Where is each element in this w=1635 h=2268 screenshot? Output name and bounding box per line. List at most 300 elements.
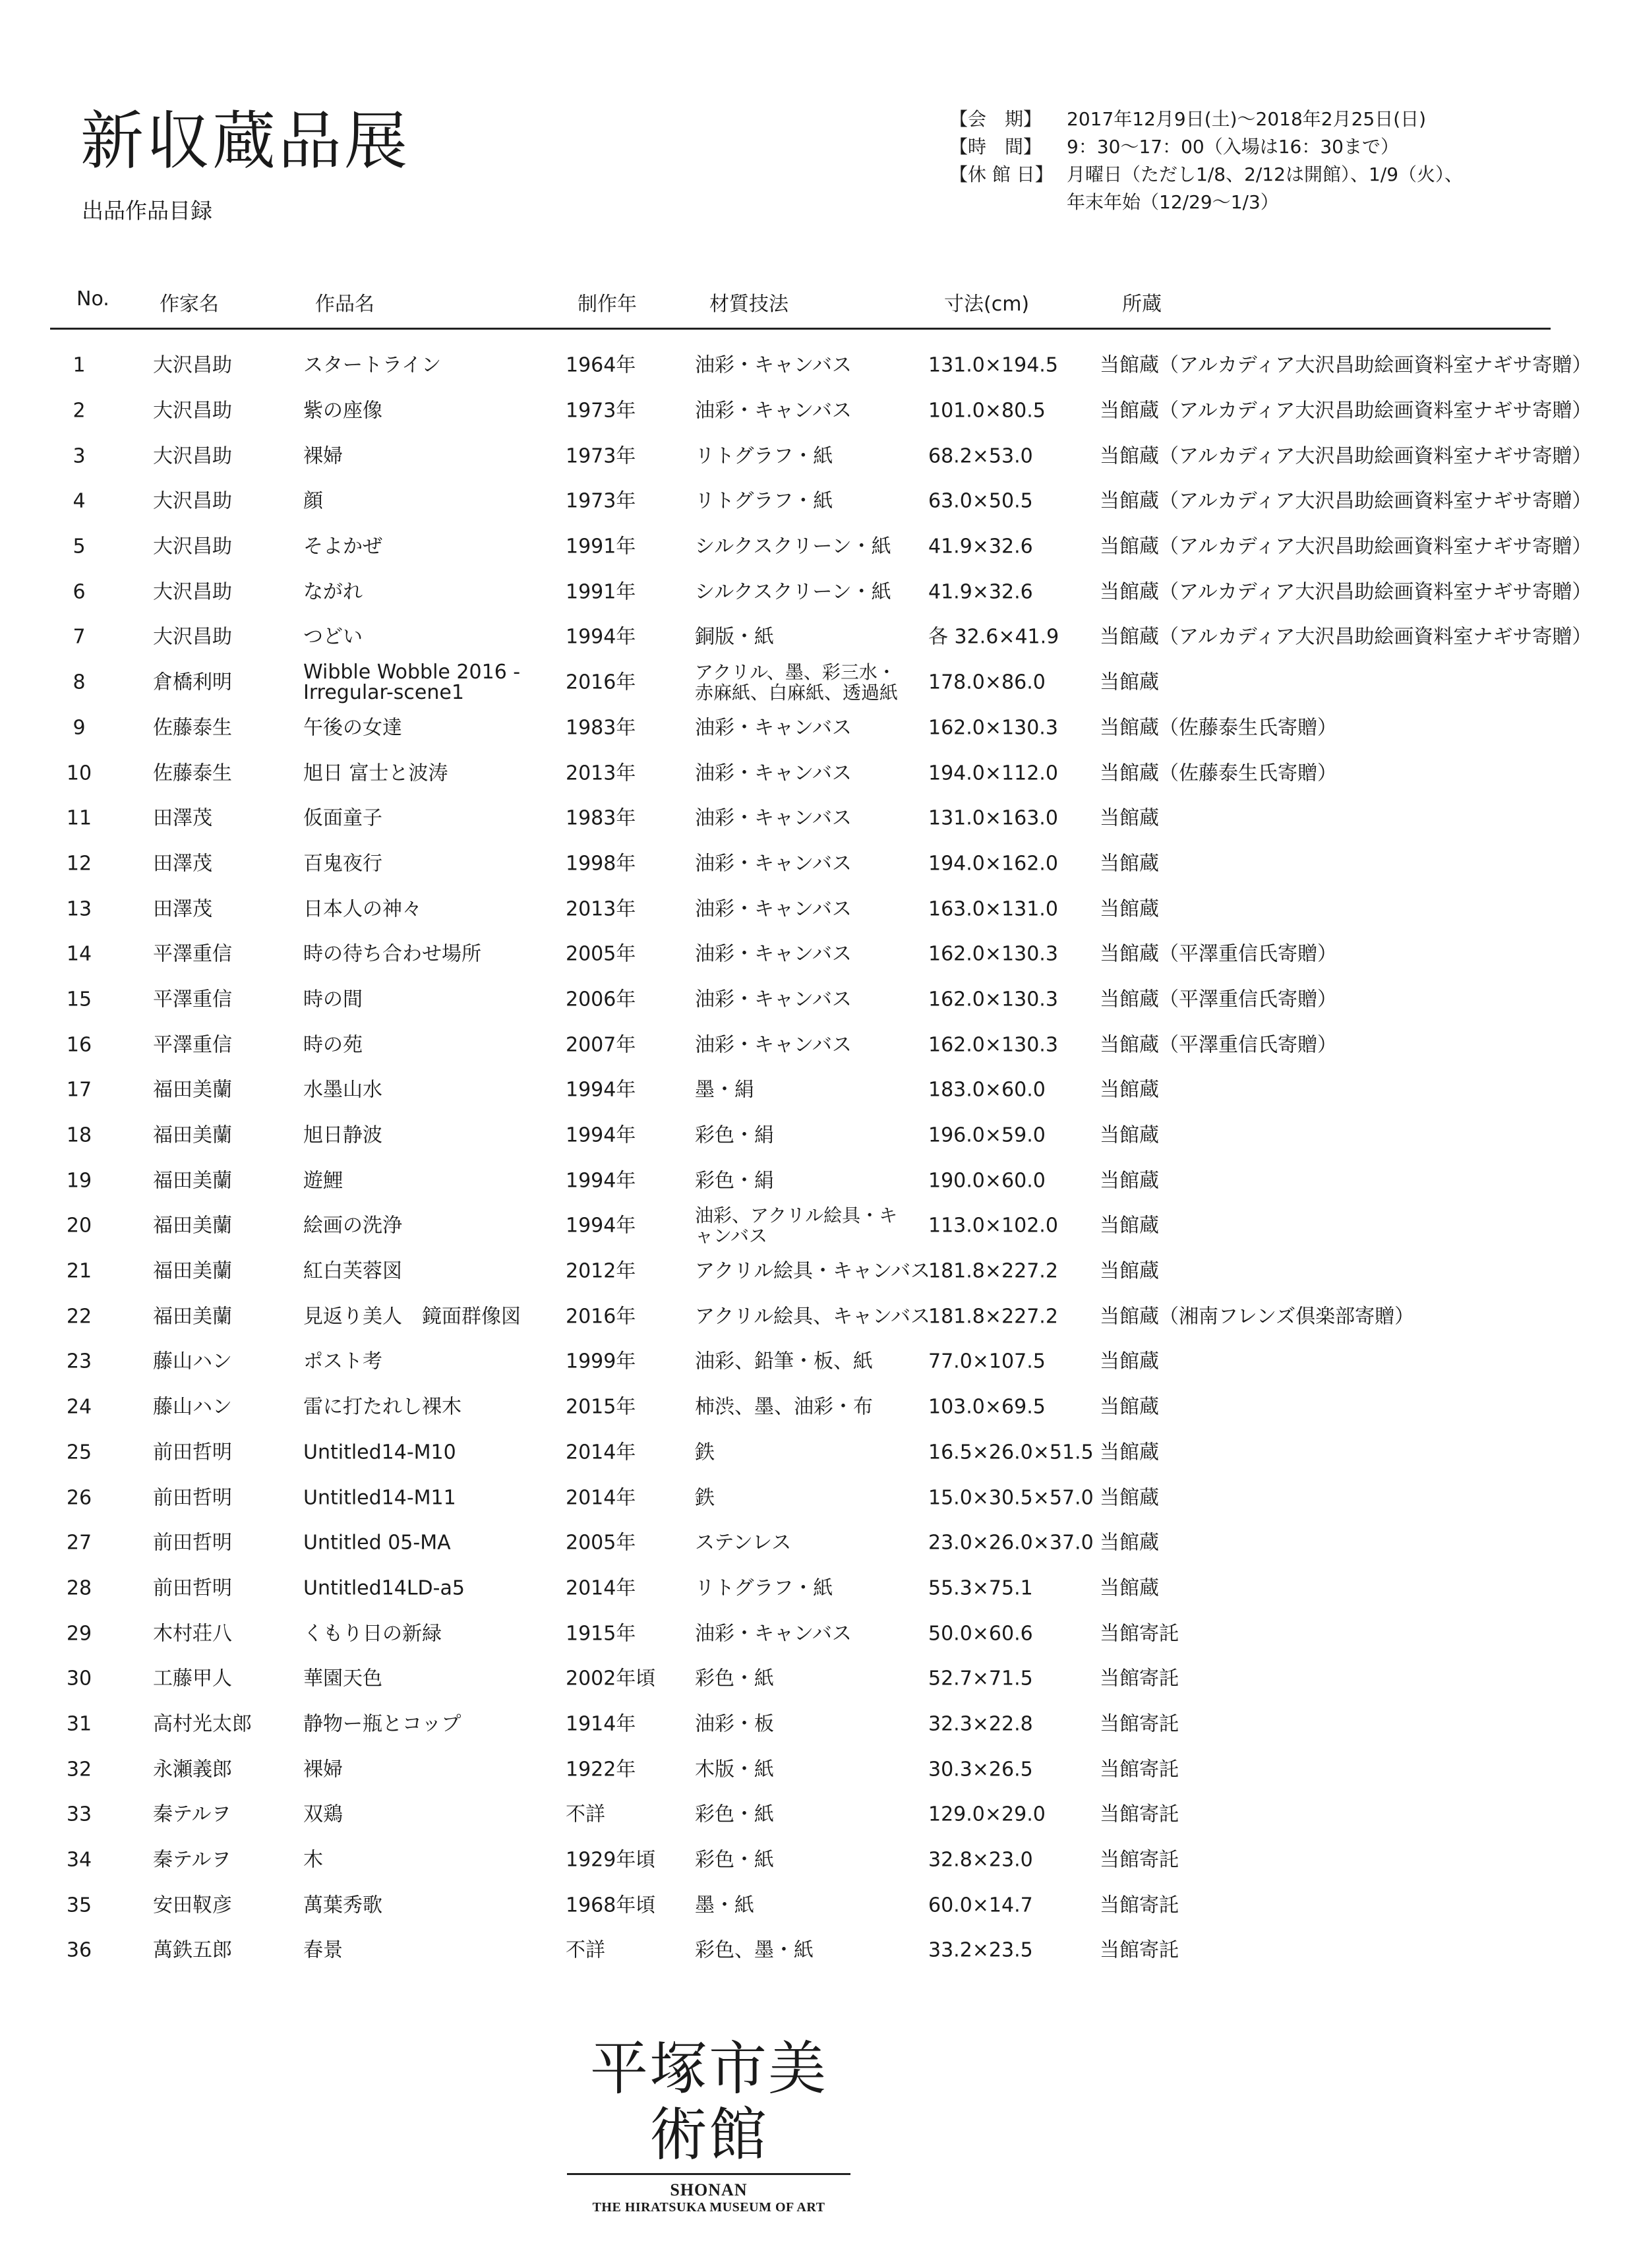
cell-no: 15 [66,988,92,1011]
cell-artist: 福田美蘭 [153,1169,232,1193]
cell-year: 1983年 [566,716,636,740]
col-no: No. [76,287,109,311]
cell-no: 4 [73,489,86,513]
cell-artist: 大沢昌助 [153,535,232,558]
cell-work: Untitled14LD-a5 [303,1576,465,1600]
cell-size: 50.0×60.6 [928,1622,1033,1646]
cell-artist: 平澤重信 [153,1033,232,1057]
cell-work: 華園天色 [303,1667,382,1690]
cell-no: 27 [66,1531,92,1555]
cell-artist: 前田哲明 [153,1486,232,1510]
info-value: 月曜日（ただし1/8、2/12は開館）、1/9（火）、 [1067,164,1464,185]
cell-year: 2012年 [566,1259,636,1283]
cell-owner: 当館蔵 [1100,671,1159,694]
table-row [0,796,1635,841]
cell-work: 木 [303,1848,323,1872]
cell-owner: 当館蔵 [1100,1078,1159,1102]
cell-work: 紅白芙蓉図 [303,1259,402,1283]
cell-no: 17 [66,1078,92,1102]
cell-no: 18 [66,1123,92,1147]
table-row [0,1430,1635,1476]
table-row [0,1067,1635,1113]
cell-owner: 当館寄託 [1100,1758,1179,1781]
cell-material: アクリル絵具・キャンバス [695,1259,930,1283]
cell-size: 77.0×107.5 [928,1350,1046,1373]
info-label: 【時 間】 [949,136,1042,158]
cell-artist: 平澤重信 [153,988,232,1011]
cell-no: 33 [66,1803,92,1826]
cell-owner: 当館蔵 [1100,1350,1159,1373]
cell-size: 16.5×26.0×51.5 [928,1441,1094,1464]
cell-material: 彩色・紙 [695,1667,774,1690]
cell-year: 不詳 [566,1803,605,1826]
cell-size: 60.0×14.7 [928,1894,1033,1917]
cell-no: 30 [66,1667,92,1690]
cell-material: 彩色・絹 [695,1123,774,1147]
cell-owner: 当館蔵 [1100,1576,1159,1600]
cell-year: 2002年頃 [566,1667,656,1690]
cell-size: 30.3×26.5 [928,1758,1033,1781]
cell-work: 午後の女達 [303,716,402,740]
table-row [0,1022,1635,1067]
cell-owner: 当館蔵（アルカディア大沢昌助絵画資料室ナギサ寄贈） [1100,535,1592,558]
table-row [0,1385,1635,1430]
cell-year: 2013年 [566,761,636,785]
cell-material: 鉄 [695,1486,715,1510]
cell-no: 2 [73,399,86,423]
table-row [0,1702,1635,1747]
cell-artist: 安田靫彦 [153,1894,232,1917]
table-row [0,660,1635,705]
cell-owner: 当館蔵 [1100,1169,1159,1193]
cell-size: 162.0×130.3 [928,716,1058,740]
cell-work: 春景 [303,1938,343,1962]
cell-material: 彩色・絹 [695,1169,774,1193]
cell-owner: 当館寄託 [1100,1938,1179,1962]
table-row [0,1746,1635,1792]
col-artist: 作家名 [160,293,219,316]
cell-work: Untitled 05-MA [303,1531,451,1555]
cell-size: 15.0×30.5×57.0 [928,1486,1094,1510]
cell-material: 油彩・キャンバス [695,897,852,921]
table-row [0,932,1635,977]
cell-no: 25 [66,1441,92,1464]
cell-size: 181.8×227.2 [928,1305,1058,1328]
cell-no: 13 [66,897,92,921]
cell-size: 162.0×130.3 [928,1033,1058,1057]
cell-artist: 永瀬義郎 [153,1758,232,1781]
cell-work: 絵画の洗浄 [303,1214,402,1238]
cell-year: 1973年 [566,399,636,423]
cell-material: 油彩・キャンバス [695,399,852,423]
cell-work: つどい [303,625,363,649]
cell-artist: 佐藤泰生 [153,716,232,740]
cell-material: 柿渋、墨、油彩・布 [695,1395,873,1419]
logo-divider [567,2173,850,2175]
col-work: 作品名 [315,293,374,316]
cell-size: 55.3×75.1 [928,1576,1033,1600]
cell-work: ポスト考 [303,1350,382,1373]
table-row [0,1294,1635,1339]
cell-no: 8 [73,671,86,694]
info-row [949,189,1463,216]
cell-owner: 当館蔵 [1100,1531,1159,1555]
cell-size: 113.0×102.0 [928,1214,1058,1238]
cell-year: 1999年 [566,1350,636,1373]
cell-year: 1998年 [566,852,636,876]
cell-size: 23.0×26.0×37.0 [928,1531,1094,1555]
cell-material: シルクスクリーン・紙 [695,535,891,558]
cell-year: 1994年 [566,625,636,649]
cell-artist: 平澤重信 [153,942,232,966]
cell-material: 油彩・キャンバス [695,1033,852,1057]
cell-size: 194.0×112.0 [928,761,1058,785]
page-title: 新収蔵品展 [80,104,410,178]
cell-work: 裸婦 [303,444,343,468]
cell-year: 1983年 [566,806,636,830]
cell-owner: 当館蔵（佐藤泰生氏寄贈） [1100,716,1337,740]
cell-year: 1991年 [566,535,636,558]
cell-work: くもり日の新緑 [303,1622,442,1646]
table-row [0,1158,1635,1203]
cell-work: 旭日静波 [303,1123,382,1147]
table-row [0,479,1635,524]
cell-year: 2005年 [566,942,636,966]
table-row [0,1475,1635,1520]
cell-work: 時の待ち合わせ場所 [303,942,481,966]
cell-work: ながれ [303,580,363,604]
table-row [0,1520,1635,1566]
cell-material: 油彩・キャンバス [695,716,852,740]
cell-work: 日本人の神々 [303,897,422,921]
cell-owner: 当館蔵（平澤重信氏寄贈） [1100,942,1337,966]
cell-size: 163.0×131.0 [928,897,1058,921]
col-owner: 所蔵 [1122,293,1162,316]
table-row [0,569,1635,614]
cell-owner: 当館蔵（平澤重信氏寄贈） [1100,1033,1337,1057]
cell-material: 墨・絹 [695,1078,754,1102]
cell-no: 36 [66,1938,92,1962]
cell-work: 雷に打たれし裸木 [303,1395,461,1419]
cell-material: 油彩・キャンバス [695,1622,852,1646]
cell-size: 178.0×86.0 [928,671,1046,694]
table-row [0,750,1635,796]
cell-artist: 福田美蘭 [153,1123,232,1147]
table-row [0,1203,1635,1249]
cell-owner: 当館蔵（アルカディア大沢昌助絵画資料室ナギサ寄贈） [1100,444,1592,468]
cell-material: シルクスクリーン・紙 [695,580,891,604]
cell-material: 油彩、鉛筆・板、紙 [695,1350,873,1373]
table-header [53,287,1549,327]
table-row [0,1113,1635,1158]
cell-artist: 大沢昌助 [153,625,232,649]
col-material: 材質技法 [709,293,788,316]
cell-material: リトグラフ・紙 [695,1576,833,1600]
cell-owner: 当館蔵（平澤重信氏寄贈） [1100,988,1337,1011]
cell-artist: 倉橋利明 [153,671,232,694]
cell-owner: 当館蔵 [1100,1259,1159,1283]
cell-material: 彩色・紙 [695,1848,774,1872]
table-row [0,705,1635,751]
cell-artist: 木村荘八 [153,1622,232,1646]
cell-year: 2006年 [566,988,636,1011]
cell-material: 油彩・板 [695,1712,774,1736]
cell-owner: 当館蔵（アルカディア大沢昌助絵画資料室ナギサ寄贈） [1100,625,1592,649]
cell-size: 52.7×71.5 [928,1667,1033,1690]
cell-owner: 当館蔵（湘南フレンズ倶楽部寄贈） [1100,1305,1415,1328]
cell-material: 油彩・キャンバス [695,806,852,830]
cell-material: 油彩、アクリル絵具・キャンバス [695,1205,898,1247]
cell-size: 194.0×162.0 [928,852,1058,876]
cell-year: 1968年頃 [566,1894,656,1917]
table-row [0,977,1635,1023]
cell-size: 32.3×22.8 [928,1712,1033,1736]
cell-year: 1994年 [566,1169,636,1193]
cell-artist: 田澤茂 [153,806,212,830]
logo-en-line2: THE HIRATSUKA MUSEUM OF ART [592,2200,825,2215]
table-row [0,1249,1635,1294]
cell-year: 1964年 [566,353,636,377]
table-row [0,614,1635,660]
table-row [0,1611,1635,1656]
info-value: 年末年始（12/29～1/3） [1067,191,1279,213]
cell-no: 7 [73,625,86,649]
cell-owner: 当館寄託 [1100,1894,1179,1917]
cell-owner: 当館蔵（アルカディア大沢昌助絵画資料室ナギサ寄贈） [1100,399,1592,423]
cell-artist: 福田美蘭 [153,1214,232,1238]
info-label: 【会 期】 [949,108,1042,130]
cell-size: 41.9×32.6 [928,535,1033,558]
cell-no: 10 [66,761,92,785]
cell-no: 34 [66,1848,92,1872]
cell-material: ステンレス [695,1531,792,1555]
cell-year: 1914年 [566,1712,636,1736]
cell-owner: 当館蔵 [1100,1486,1159,1510]
cell-material: 油彩・キャンバス [695,353,852,377]
cell-owner: 当館蔵（アルカディア大沢昌助絵画資料室ナギサ寄贈） [1100,489,1592,513]
col-size: 寸法(cm) [944,293,1030,316]
cell-work: 仮面童子 [303,806,382,830]
cell-artist: 高村光太郎 [153,1712,252,1736]
cell-artist: 大沢昌助 [153,580,232,604]
cell-work: 時の苑 [303,1033,363,1057]
table-row [0,1566,1635,1611]
cell-material: 油彩・キャンバス [695,852,852,876]
logo-main-text: 平塚市美術館 [589,2035,827,2168]
cell-work: 裸婦 [303,1758,343,1781]
cell-artist: 藤山ハン [153,1350,232,1373]
cell-material: アクリル絵具、キャンバス [695,1305,930,1328]
table-row [0,524,1635,570]
cell-owner: 当館蔵 [1100,806,1159,830]
info-value: 2017年12月9日(土)～2018年2月25日(日) [1067,108,1427,130]
cell-work: 双鶏 [303,1803,343,1826]
cell-no: 28 [66,1576,92,1600]
table-row [0,433,1635,479]
cell-no: 1 [73,353,86,377]
cell-work: 静物ー瓶とコップ [303,1712,461,1736]
cell-owner: 当館寄託 [1100,1803,1179,1826]
cell-work: 遊鯉 [303,1169,343,1193]
cell-no: 16 [66,1033,92,1057]
cell-artist: 大沢昌助 [153,444,232,468]
table-row [0,886,1635,932]
cell-no: 24 [66,1395,92,1419]
table-row [0,841,1635,887]
cell-artist: 田澤茂 [153,852,212,876]
table-row [0,1656,1635,1702]
cell-owner: 当館寄託 [1100,1622,1179,1646]
cell-size: 101.0×80.5 [928,399,1046,423]
header-divider [50,328,1551,330]
cell-year: 2016年 [566,671,636,694]
cell-artist: 田澤茂 [153,897,212,921]
cell-size: 63.0×50.5 [928,489,1033,513]
cell-material: 銅版・紙 [695,625,774,649]
cell-size: 32.8×23.0 [928,1848,1033,1872]
cell-work: 紫の座像 [303,399,382,423]
cell-no: 5 [73,535,86,558]
cell-work: スタートライン [303,353,442,377]
cell-artist: 秦テルヲ [153,1848,231,1872]
table-row [0,1792,1635,1837]
cell-artist: 福田美蘭 [153,1078,232,1102]
cell-no: 23 [66,1350,92,1373]
cell-artist: 萬鉄五郎 [153,1938,232,1962]
cell-owner: 当館寄託 [1100,1712,1179,1736]
cell-size: 162.0×130.3 [928,942,1058,966]
cell-material: リトグラフ・紙 [695,489,833,513]
cell-size: 33.2×23.5 [928,1938,1033,1962]
cell-year: 2013年 [566,897,636,921]
cell-no: 12 [66,852,92,876]
cell-material: アクリル、墨、彩三水・赤麻紙、白麻紙、透過紙 [695,661,899,704]
cell-no: 26 [66,1486,92,1510]
cell-size: 162.0×130.3 [928,988,1058,1011]
cell-size: 183.0×60.0 [928,1078,1046,1102]
cell-owner: 当館蔵（アルカディア大沢昌助絵画資料室ナギサ寄贈） [1100,580,1592,604]
cell-year: 1973年 [566,444,636,468]
col-year: 制作年 [578,293,637,316]
cell-owner: 当館蔵 [1100,1441,1159,1464]
cell-owner: 当館蔵 [1100,1123,1159,1147]
cell-year: 不詳 [566,1938,605,1962]
table-row [0,1339,1635,1385]
info-row [949,161,1463,189]
cell-no: 29 [66,1622,92,1646]
info-row [949,105,1463,133]
info-row [949,133,1463,161]
cell-year: 1922年 [566,1758,636,1781]
cell-material: 彩色、墨・紙 [695,1938,814,1962]
cell-no: 31 [66,1712,92,1736]
cell-year: 2005年 [566,1531,636,1555]
cell-material: 墨・紙 [695,1894,754,1917]
cell-material: 木版・紙 [695,1758,774,1781]
cell-year: 2014年 [566,1486,636,1510]
cell-artist: 藤山ハン [153,1395,232,1419]
cell-no: 3 [73,444,86,468]
cell-work: 時の間 [303,988,363,1011]
cell-work: Wibble Wobble 2016 -Irregular-scene1 [303,661,521,705]
cell-no: 22 [66,1305,92,1328]
cell-year: 1994年 [566,1123,636,1147]
cell-year: 1973年 [566,489,636,513]
cell-no: 6 [73,580,86,604]
cell-material: 油彩・キャンバス [695,942,852,966]
info-value: 9：30～17：00（入場は16：30まで） [1067,136,1399,158]
cell-owner: 当館蔵 [1100,852,1159,876]
cell-work: 水墨山水 [303,1078,382,1102]
cell-work: Untitled14-M10 [303,1441,456,1464]
cell-no: 35 [66,1894,92,1917]
cell-year: 1994年 [566,1078,636,1102]
cell-year: 2007年 [566,1033,636,1057]
cell-owner: 当館蔵（アルカディア大沢昌助絵画資料室ナギサ寄贈） [1100,353,1592,377]
cell-owner: 当館寄託 [1100,1848,1179,1872]
cell-year: 2016年 [566,1305,636,1328]
cell-size: 196.0×59.0 [928,1123,1046,1147]
cell-owner: 当館蔵 [1100,897,1159,921]
catalog-table [0,343,1635,1973]
cell-artist: 大沢昌助 [153,353,232,377]
cell-artist: 秦テルヲ [153,1803,231,1826]
cell-year: 2015年 [566,1395,636,1419]
cell-no: 32 [66,1758,92,1781]
cell-size: 各 32.6×41.9 [928,625,1059,649]
info-label: 【休 館 日】 [949,164,1054,185]
cell-material: リトグラフ・紙 [695,444,833,468]
cell-work: 百鬼夜行 [303,852,382,876]
cell-artist: 福田美蘭 [153,1305,232,1328]
info-label [949,189,1067,216]
cell-year: 1915年 [566,1622,636,1646]
cell-material: 油彩・キャンバス [695,761,852,785]
cell-no: 19 [66,1169,92,1193]
cell-no: 21 [66,1259,92,1283]
table-row [0,1882,1635,1928]
cell-size: 181.8×227.2 [928,1259,1058,1283]
table-row [0,388,1635,434]
table-row [0,1837,1635,1883]
museum-logo [567,2036,850,2215]
cell-artist: 前田哲明 [153,1531,232,1555]
cell-artist: 工藤甲人 [153,1667,232,1690]
cell-year: 1929年頃 [566,1848,656,1872]
cell-year: 1991年 [566,580,636,604]
cell-size: 190.0×60.0 [928,1169,1046,1193]
cell-owner: 当館寄託 [1100,1667,1179,1690]
table-row [0,343,1635,388]
cell-owner: 当館蔵 [1100,1395,1159,1419]
cell-artist: 大沢昌助 [153,399,232,423]
cell-owner: 当館蔵（佐藤泰生氏寄贈） [1100,761,1337,785]
cell-work: 旭日 富士と波涛 [303,761,448,785]
cell-no: 9 [73,716,86,740]
cell-artist: 福田美蘭 [153,1259,232,1283]
cell-year: 2014年 [566,1441,636,1464]
cell-material: 彩色・紙 [695,1803,774,1826]
cell-artist: 大沢昌助 [153,489,232,513]
cell-no: 20 [66,1214,92,1238]
cell-size: 131.0×194.5 [928,353,1058,377]
cell-material: 鉄 [695,1441,715,1464]
exhibition-info [949,105,1463,216]
cell-size: 41.9×32.6 [928,580,1033,604]
cell-year: 2014年 [566,1576,636,1600]
cell-no: 11 [66,806,92,830]
cell-artist: 前田哲明 [153,1576,232,1600]
